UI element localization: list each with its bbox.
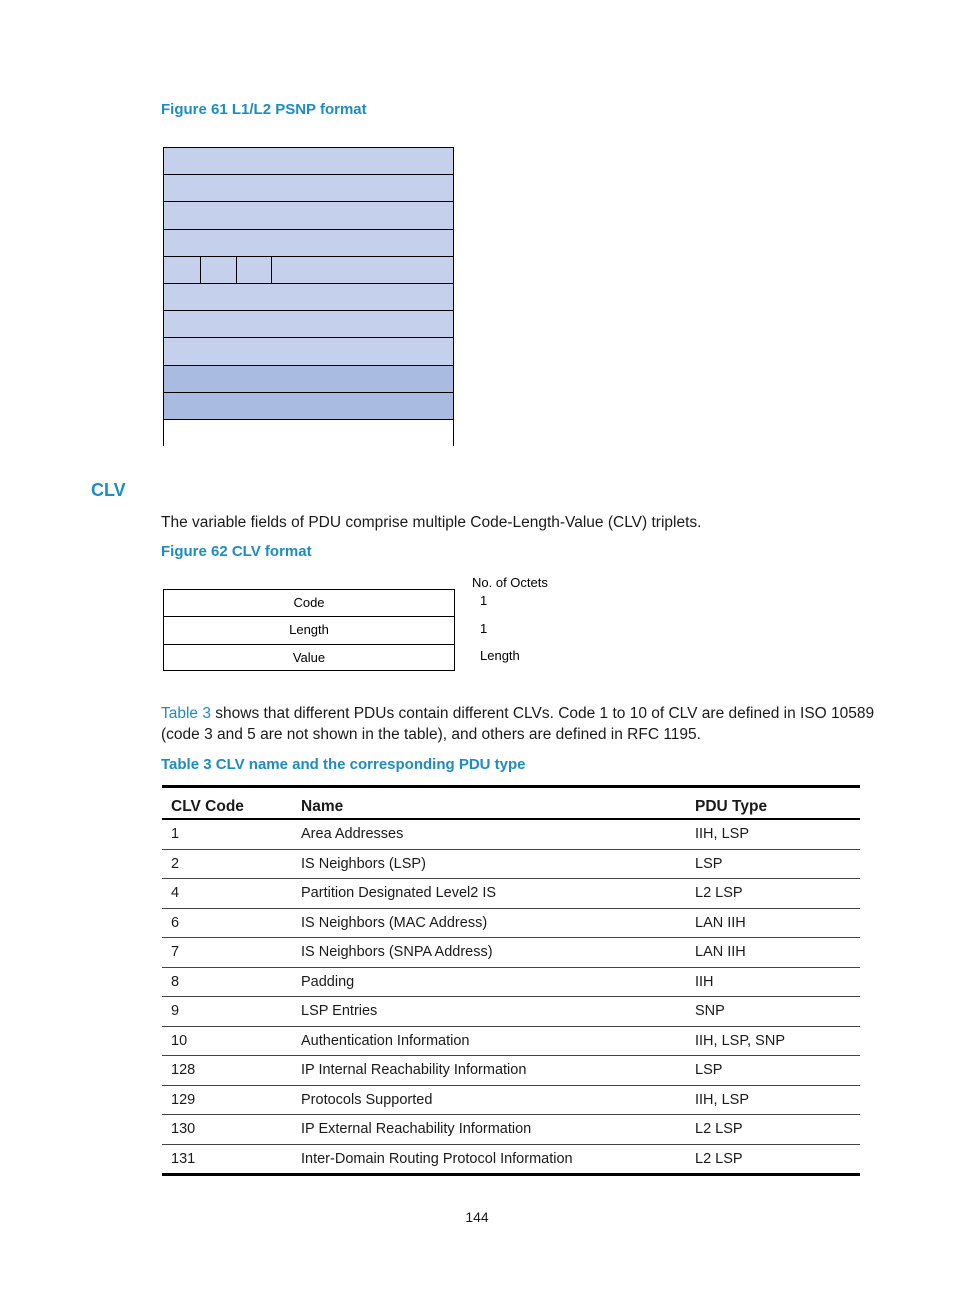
- cell-name: LSP Entries: [292, 997, 686, 1027]
- clv-field-code: Code: [164, 590, 454, 617]
- clv-field-value: Value: [292, 649, 326, 665]
- cell-pdu-type: IIH, LSP: [686, 819, 860, 849]
- cell-pdu-type: LAN IIH: [686, 908, 860, 938]
- cell-clv-code: 129: [162, 1085, 292, 1115]
- cell-name: Area Addresses: [292, 819, 686, 849]
- cell-name: Inter-Domain Routing Protocol Information: [292, 1144, 686, 1175]
- cell-clv-code: 130: [162, 1115, 292, 1145]
- table-header-row: [162, 787, 860, 820]
- psnp-field-row: [164, 338, 453, 365]
- octets-code: 1: [480, 593, 488, 608]
- cell-clv-code: 2: [162, 849, 292, 879]
- table-row: [162, 1115, 860, 1145]
- clv-intro-text: The variable fields of PDU comprise multiple Code-Length-Value (CLV) triplets.: [161, 514, 702, 531]
- octets-value: Length: [480, 648, 520, 663]
- psnp-split-field-row: [164, 257, 453, 284]
- cell-clv-code: 10: [162, 1026, 292, 1056]
- table-row: [162, 849, 860, 879]
- psnp-field-row: [164, 175, 453, 202]
- cell-clv-code: 8: [162, 967, 292, 997]
- table-row: [162, 879, 860, 909]
- table-row: [162, 997, 860, 1027]
- psnp-field-row: [164, 366, 453, 393]
- table-row: [162, 1056, 860, 1086]
- cell-name: IS Neighbors (MAC Address): [292, 908, 686, 938]
- cell-pdu-type: LSP: [686, 849, 860, 879]
- cell-name: Authentication Information: [292, 1026, 686, 1056]
- octets-header: No. of Octets: [472, 575, 548, 590]
- cell-clv-code: 9: [162, 997, 292, 1027]
- cell-name: IP External Reachability Information: [292, 1115, 686, 1145]
- cell-pdu-type: IIH, LSP: [686, 1085, 860, 1115]
- cell-pdu-type: L2 LSP: [686, 1115, 860, 1145]
- psnp-format-diagram: [163, 147, 454, 446]
- octets-length: 1: [480, 621, 488, 636]
- figure-62-caption: Figure 62 CLV format: [161, 543, 312, 560]
- field-divider: [236, 257, 237, 283]
- clv-table: [162, 785, 860, 1176]
- cell-name: IP Internal Reachability Information: [292, 1056, 686, 1086]
- table-row: [162, 1085, 860, 1115]
- cell-clv-code: 128: [162, 1056, 292, 1086]
- psnp-field-row: [164, 311, 453, 338]
- cell-pdu-type: L2 LSP: [686, 1144, 860, 1175]
- clv-format-diagram: [163, 589, 455, 671]
- header-clv-code: CLV Code: [162, 787, 292, 820]
- page-number: 144: [465, 1209, 489, 1225]
- field-divider: [271, 257, 272, 283]
- header-pdu-type: PDU Type: [686, 787, 860, 820]
- cell-name: IS Neighbors (SNPA Address): [292, 938, 686, 968]
- psnp-field-row: [164, 420, 453, 447]
- field-divider: [200, 257, 201, 283]
- table-row: [162, 819, 860, 849]
- clv-field-length: Length: [164, 617, 454, 644]
- header-name: Name: [292, 787, 686, 820]
- cell-pdu-type: LSP: [686, 1056, 860, 1086]
- table-row: [162, 1026, 860, 1056]
- table-row: [162, 908, 860, 938]
- table-reference-paragraph: [161, 703, 881, 745]
- cell-name: Protocols Supported: [292, 1085, 686, 1115]
- cell-name: IS Neighbors (LSP): [292, 849, 686, 879]
- psnp-field-row: [164, 148, 453, 175]
- psnp-field-row: [164, 393, 453, 420]
- cell-pdu-type: IIH: [686, 967, 860, 997]
- section-heading-clv: CLV: [91, 480, 126, 500]
- cell-clv-code: 4: [162, 879, 292, 909]
- paragraph-line1: shows that different PDUs contain different CLVs. Code 1 to 10 of CLV are defined in ISO 10589: [210, 705, 875, 722]
- cell-clv-code: 131: [162, 1144, 292, 1175]
- cell-pdu-type: IIH, LSP, SNP: [686, 1026, 860, 1056]
- figure-61-caption: Figure 61 L1/L2 PSNP format: [161, 101, 367, 118]
- psnp-field-row: [164, 202, 453, 229]
- cell-name: Partition Designated Level2 IS: [292, 879, 686, 909]
- table-3-link[interactable]: Table 3: [161, 705, 211, 722]
- cell-pdu-type: L2 LSP: [686, 879, 860, 909]
- cell-pdu-type: SNP: [686, 997, 860, 1027]
- cell-clv-code: 1: [162, 819, 292, 849]
- cell-clv-code: 7: [162, 938, 292, 968]
- table-row: [162, 967, 860, 997]
- cell-pdu-type: LAN IIH: [686, 938, 860, 968]
- psnp-field-row: [164, 230, 453, 257]
- cell-clv-code: 6: [162, 908, 292, 938]
- psnp-field-row: [164, 284, 453, 311]
- table-row: [162, 938, 860, 968]
- cell-name: Padding: [292, 967, 686, 997]
- paragraph-line2: (code 3 and 5 are not shown in the table), and others are defined in RFC 1195.: [161, 726, 701, 743]
- table-row: [162, 1144, 860, 1175]
- table-3-caption: Table 3 CLV name and the corresponding PDU type: [161, 756, 526, 773]
